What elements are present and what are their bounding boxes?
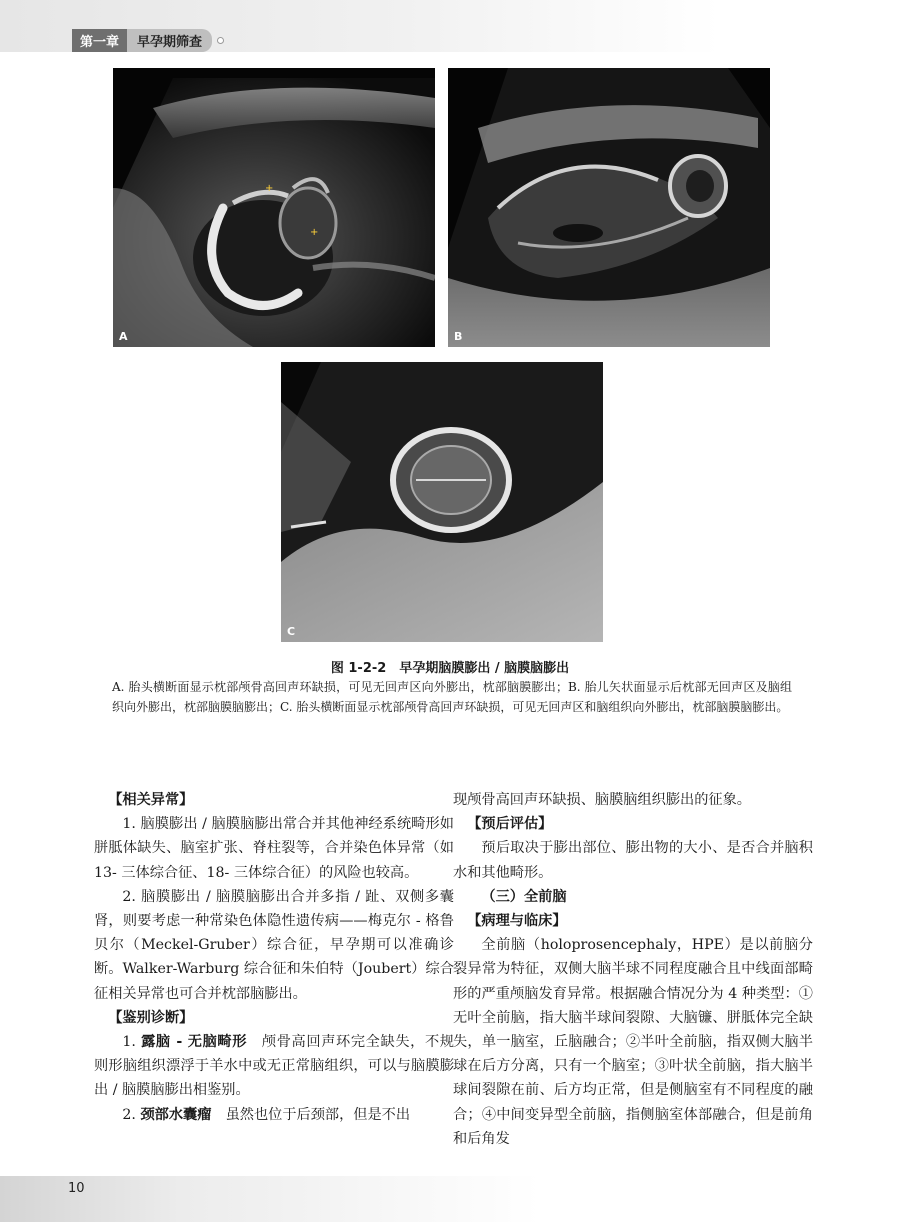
ultrasound-panel-c bbox=[281, 362, 603, 642]
left-column bbox=[94, 788, 454, 1127]
ultrasound-panel-a bbox=[113, 68, 435, 347]
ultrasound-image-c bbox=[281, 362, 603, 642]
svg-text:+: + bbox=[310, 227, 319, 238]
panel-label-c: C bbox=[287, 625, 296, 638]
chapter-number: 第一章 bbox=[72, 29, 127, 52]
paragraph-differential-2 bbox=[94, 1103, 454, 1127]
paragraph-pathology: 全前脑（holoprosencephaly，HPE）是以前脑分裂异常为特征，双侧大脑半球不同程度融合且中线面部畸形的严重颅脑发育异常。根据融合情况分为 4 种类型：①无叶全前脑，指大脑半球间裂隙、大脑镰、胼胝体完全缺失，单一脑室，丘脑融合；②半叶全前脑，指双侧大脑半球在后方分离，只有一个脑室；③叶状全前脑，指大脑半球间裂隙在前、后方均正常，但是侧脑室有不同程度的融合；④中间变异型全前脑，指侧脑室体部融合，但是前角和后角发 bbox=[453, 937, 813, 1147]
item-number: 2. bbox=[122, 1106, 136, 1123]
svg-text:+: + bbox=[265, 183, 274, 194]
heading-related-anomalies: 【相关异常】 bbox=[108, 792, 194, 808]
item-number: 1. bbox=[122, 1034, 136, 1051]
ultrasound-image-a bbox=[113, 68, 435, 347]
panel-label-a: A bbox=[119, 330, 128, 343]
paragraph-related-1: 1. 脑膜膨出 / 脑膜脑膨出常合并其他神经系统畸形如胼胝体缺失、脑室扩张、脊柱裂等，合并染色体异常（如 13- 三体综合征、18- 三体综合征）的风险也较高。 bbox=[94, 816, 454, 881]
paragraph-differential-1 bbox=[94, 1030, 454, 1103]
differential-1-text: 颅骨高回声环完全缺失，不规则形脑组织漂浮于羊水中或无正常脑组织，可以与脑膜膨出 / 脑膜脑膨出相鉴别。 bbox=[94, 1034, 454, 1099]
section-title-holoprosencephaly: （三）全前脑 bbox=[481, 888, 567, 905]
bullet-dot-icon bbox=[218, 38, 223, 43]
figure-caption-body: A. 胎头横断面显示枕部颅骨高回声环缺损，可见无回声区向外膨出，枕部脑膜膨出；B. 胎儿矢状面显示后枕部无回声区及脑组织向外膨出，枕部脑膜脑膨出；C. 胎头横断面显示枕部颅骨高回声环缺损，可见无回声区和脑组织向外膨出，枕部脑膜脑膨出。 bbox=[112, 680, 792, 714]
heading-pathology-clinical: 【病理与临床】 bbox=[467, 913, 567, 930]
right-column bbox=[453, 788, 813, 1151]
ultrasound-panel-b bbox=[448, 68, 770, 347]
paragraph-continuation: 现颅骨高回声环缺损、脑膜脑组织膨出的征象。 bbox=[453, 792, 751, 808]
ultrasound-image-b bbox=[448, 68, 770, 347]
heading-differential-diagnosis: 【鉴别诊断】 bbox=[108, 1009, 194, 1026]
figure-caption-title: 图 1-2-2 早孕期脑膜膨出 / 脑膜脑膨出 bbox=[330, 661, 570, 676]
term-anencephaly: 露脑 - 无脑畸形 bbox=[141, 1034, 248, 1051]
heading-prognosis: 【预后评估】 bbox=[467, 816, 553, 833]
paragraph-related-2: 2. 脑膜膨出 / 脑膜脑膨出合并多指 / 趾、双侧多囊肾，则要考虑一种常染色体隐性遗传病——梅克尔 - 格鲁贝尔（Meckel-Gruber）综合征，早孕期可以准确诊断。Walker-Warburg 综合征和朱伯特（Joubert）综合征相关异常也可合并枕部脑膨出。 bbox=[94, 888, 454, 1002]
differential-2-text: 虽然也位于后颈部，但是不出 bbox=[211, 1106, 411, 1123]
page-number: 10 bbox=[68, 1181, 85, 1196]
chapter-title: 早孕期筛查 bbox=[127, 29, 212, 52]
running-header bbox=[72, 30, 223, 50]
paragraph-prognosis: 预后取决于膨出部位、膨出物的大小、是否合并脑积水和其他畸形。 bbox=[453, 840, 813, 881]
footer-band bbox=[0, 1176, 900, 1222]
term-cystic-hygroma: 颈部水囊瘤 bbox=[140, 1106, 212, 1123]
panel-label-b: B bbox=[454, 330, 463, 343]
